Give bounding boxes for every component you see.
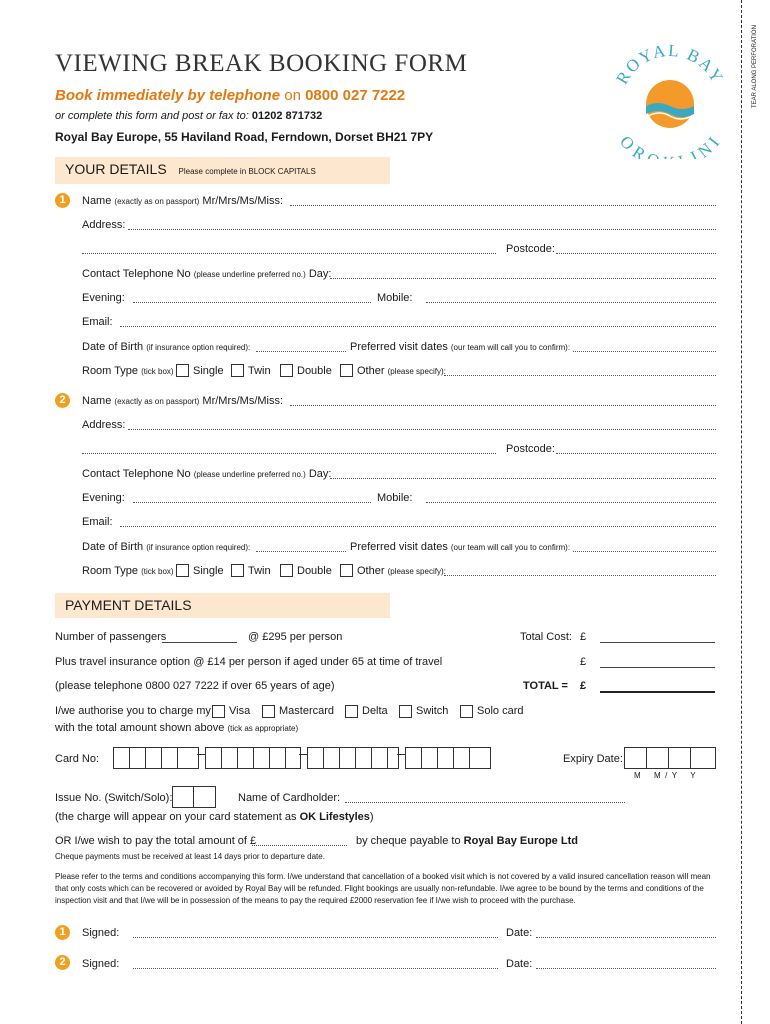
name-field[interactable] bbox=[290, 205, 716, 206]
other-room-field[interactable] bbox=[444, 375, 716, 376]
signed-label: Signed: bbox=[82, 958, 120, 970]
phone-on: on bbox=[284, 87, 301, 104]
double-label: Double bbox=[297, 565, 332, 577]
solo-checkbox[interactable] bbox=[460, 705, 473, 718]
date-label: Date: bbox=[506, 958, 533, 970]
block-capitals-note: Please complete in BLOCK CAPITALS bbox=[178, 167, 316, 176]
evening-label: Evening: bbox=[82, 292, 125, 304]
email-label: Email: bbox=[82, 316, 113, 328]
visa-checkbox[interactable] bbox=[212, 705, 225, 718]
name-label: Name (exactly as on passport) Mr/Mrs/Ms/Miss: bbox=[82, 395, 284, 407]
currency-symbol: £ bbox=[580, 656, 587, 668]
cheque-payable: by cheque payable to Royal Bay Europe Ltd bbox=[356, 835, 578, 847]
twin-checkbox[interactable] bbox=[231, 564, 244, 577]
address-field-1[interactable] bbox=[128, 429, 716, 430]
your-details-header bbox=[55, 157, 390, 184]
cheque-payee: Royal Bay Europe Ltd bbox=[463, 835, 578, 847]
tick-note: (tick as appropriate) bbox=[227, 724, 299, 733]
twin-label: Twin bbox=[248, 565, 271, 577]
mastercard-label: Mastercard bbox=[279, 705, 335, 717]
tear-instruction: TEAR ALONG PERFORATION bbox=[752, 25, 758, 108]
logo-graphic bbox=[608, 44, 733, 159]
card-dash bbox=[397, 754, 405, 755]
person-number: 1 bbox=[55, 193, 70, 208]
royal-bay-logo bbox=[608, 44, 733, 159]
payment-details-title: PAYMENT DETAILS bbox=[65, 597, 192, 613]
postcode-label: Postcode: bbox=[506, 443, 555, 455]
room-type-label: Room Type (tick box) bbox=[82, 565, 174, 577]
address-label: Address: bbox=[82, 219, 126, 231]
evening-phone-field[interactable] bbox=[133, 502, 371, 503]
phone-line bbox=[55, 87, 405, 104]
cheque-note: Cheque payments must be received at least 14 days prior to departure date. bbox=[55, 852, 325, 861]
passengers-label: Number of passengers bbox=[55, 631, 167, 643]
double-label: Double bbox=[297, 365, 332, 377]
fax-label: or complete this form and post or fax to: bbox=[55, 110, 249, 122]
postal-address: Royal Bay Europe, 55 Haviland Road, Ferndown, Dorset BH21 7PY bbox=[55, 130, 434, 144]
card-number-group-2[interactable] bbox=[205, 747, 301, 769]
visit-dates-field[interactable] bbox=[573, 551, 716, 552]
mobile-field[interactable] bbox=[426, 502, 716, 503]
statement-name: OK Lifestyles bbox=[299, 811, 370, 823]
signature-number-1: 1 bbox=[55, 925, 70, 940]
double-checkbox[interactable] bbox=[280, 364, 293, 377]
mobile-label: Mobile: bbox=[377, 492, 413, 504]
total-label: TOTAL = bbox=[523, 680, 568, 692]
terms-text: Please refer to the terms and conditions accompanying this form. I/we understand that cancellation of a booked visit which is not covered by a valid insured cancellation reason will mean that only costs which can be recovered or avoided by Royal Bay will be refunded. Flight bookings are usually non-refundable. I/we agree to be bound by the terms and conditions of the inspection visit and that I/we will be in possession of the means to pay the required £2000 reservation fee if I/we wish to proceed with the purchase. bbox=[55, 872, 711, 905]
issue-no-field[interactable] bbox=[172, 786, 216, 808]
other-checkbox[interactable] bbox=[340, 564, 353, 577]
single-checkbox[interactable] bbox=[176, 364, 189, 377]
over65-note: (please telephone 0800 027 7222 if over 65 years of age) bbox=[55, 680, 335, 692]
cardholder-field[interactable] bbox=[345, 802, 625, 803]
person-number: 2 bbox=[55, 393, 70, 408]
statement-note: (the charge will appear on your card statement as OK Lifestyles) bbox=[55, 811, 374, 823]
switch-label: Switch bbox=[416, 705, 449, 717]
visit-dates-label: Preferred visit dates (our team will call you to confirm): bbox=[350, 541, 571, 553]
dob-field[interactable] bbox=[256, 551, 346, 552]
cheque-label: OR I/we wish to pay the total amount of £ bbox=[55, 835, 257, 847]
date-label: Date: bbox=[506, 927, 533, 939]
price-per-person: @ £295 per person bbox=[248, 631, 343, 643]
address-field-1[interactable] bbox=[128, 229, 716, 230]
signature-field-2[interactable] bbox=[133, 968, 498, 969]
visit-dates-field[interactable] bbox=[573, 351, 716, 352]
perforation-line bbox=[741, 0, 742, 1024]
single-label: Single bbox=[193, 365, 224, 377]
single-label: Single bbox=[193, 565, 224, 577]
other-label: Other (please specify): bbox=[357, 565, 446, 577]
cheque-amount-field[interactable] bbox=[252, 845, 347, 846]
card-dash bbox=[299, 754, 307, 755]
name-label: Name (exactly as on passport) Mr/Mrs/Ms/Miss: bbox=[82, 195, 284, 207]
signed-label: Signed: bbox=[82, 927, 120, 939]
logo-bottom-text: OR INI bbox=[616, 131, 725, 159]
signature-date-1[interactable] bbox=[536, 937, 716, 938]
day-phone-field[interactable] bbox=[330, 278, 716, 279]
twin-checkbox[interactable] bbox=[231, 364, 244, 377]
card-number-group-4[interactable] bbox=[405, 747, 491, 769]
currency-symbol: £ bbox=[580, 680, 587, 692]
currency-symbol: £ bbox=[580, 631, 587, 643]
card-no-label: Card No: bbox=[55, 753, 100, 765]
expiry-date-field[interactable] bbox=[624, 747, 716, 769]
visa-label: Visa bbox=[229, 705, 251, 717]
delta-checkbox[interactable] bbox=[345, 705, 358, 718]
day-phone-field[interactable] bbox=[330, 478, 716, 479]
single-checkbox[interactable] bbox=[176, 564, 189, 577]
phone-number: 0800 027 7222 bbox=[305, 87, 406, 104]
card-dash bbox=[197, 754, 205, 755]
address-field-2[interactable] bbox=[82, 453, 496, 454]
with-total-text: with the total amount shown above bbox=[55, 722, 225, 734]
other-checkbox[interactable] bbox=[340, 364, 353, 377]
with-total-label bbox=[55, 722, 298, 734]
postcode-field[interactable] bbox=[556, 453, 716, 454]
dob-label: Date of Birth (if insurance option required): bbox=[82, 341, 251, 353]
evening-label: Evening: bbox=[82, 492, 125, 504]
evening-phone-field[interactable] bbox=[133, 302, 371, 303]
email-label: Email: bbox=[82, 516, 113, 528]
postcode-field[interactable] bbox=[556, 253, 716, 254]
signature-field-1[interactable] bbox=[133, 937, 498, 938]
solo-label: Solo card bbox=[477, 705, 524, 717]
cardholder-label: Name of Cardholder: bbox=[238, 792, 341, 804]
signature-number-2: 2 bbox=[55, 955, 70, 970]
delta-label: Delta bbox=[362, 705, 388, 717]
authorise-label: I/we authorise you to charge my bbox=[55, 705, 211, 717]
contact-label: Contact Telephone No (please underline preferred no.) Day: bbox=[82, 268, 332, 280]
insurance-label: Plus travel insurance option @ £14 per person if aged under 65 at time of travel bbox=[55, 656, 443, 668]
address-field-2[interactable] bbox=[82, 253, 496, 254]
signature-date-2[interactable] bbox=[536, 968, 716, 969]
page-title: VIEWING BREAK BOOKING FORM bbox=[55, 50, 468, 77]
fax-number: 01202 871732 bbox=[251, 110, 323, 122]
payment-details-header bbox=[55, 593, 390, 618]
your-details-title: YOUR DETAILS bbox=[65, 161, 167, 177]
expiry-label: Expiry Date: bbox=[563, 753, 623, 765]
email-field[interactable] bbox=[120, 526, 716, 527]
mobile-field[interactable] bbox=[426, 302, 716, 303]
dob-label: Date of Birth (if insurance option required): bbox=[82, 541, 251, 553]
postcode-label: Postcode: bbox=[506, 243, 555, 255]
mastercard-checkbox[interactable] bbox=[262, 705, 275, 718]
name-field[interactable] bbox=[290, 405, 716, 406]
twin-label: Twin bbox=[248, 365, 271, 377]
other-label: Other (please specify): bbox=[357, 365, 446, 377]
switch-checkbox[interactable] bbox=[399, 705, 412, 718]
expiry-format: M M / Y Y bbox=[634, 771, 696, 780]
other-room-field[interactable] bbox=[444, 575, 716, 576]
passengers-field[interactable] bbox=[162, 642, 237, 643]
total-field[interactable] bbox=[600, 691, 715, 693]
phone-prefix: Book immediately by telephone bbox=[55, 87, 281, 104]
logo-top-text: ROYAL BAY bbox=[612, 44, 728, 88]
visit-dates-label: Preferred visit dates (our team will call you to confirm): bbox=[350, 341, 571, 353]
room-type-label: Room Type (tick box) bbox=[82, 365, 174, 377]
mobile-label: Mobile: bbox=[377, 292, 413, 304]
card-number-group-3[interactable] bbox=[307, 747, 399, 769]
contact-label: Contact Telephone No (please underline preferred no.) Day: bbox=[82, 468, 332, 480]
total-cost-field[interactable] bbox=[600, 642, 715, 643]
issue-no-label: Issue No. (Switch/Solo): bbox=[55, 792, 173, 804]
fax-line bbox=[55, 110, 322, 122]
email-field[interactable] bbox=[120, 326, 716, 327]
insurance-cost-field[interactable] bbox=[600, 667, 715, 668]
card-number-group-1[interactable] bbox=[113, 747, 199, 769]
dob-field[interactable] bbox=[256, 351, 346, 352]
total-cost-label: Total Cost: bbox=[520, 631, 572, 643]
double-checkbox[interactable] bbox=[280, 564, 293, 577]
address-label: Address: bbox=[82, 419, 126, 431]
